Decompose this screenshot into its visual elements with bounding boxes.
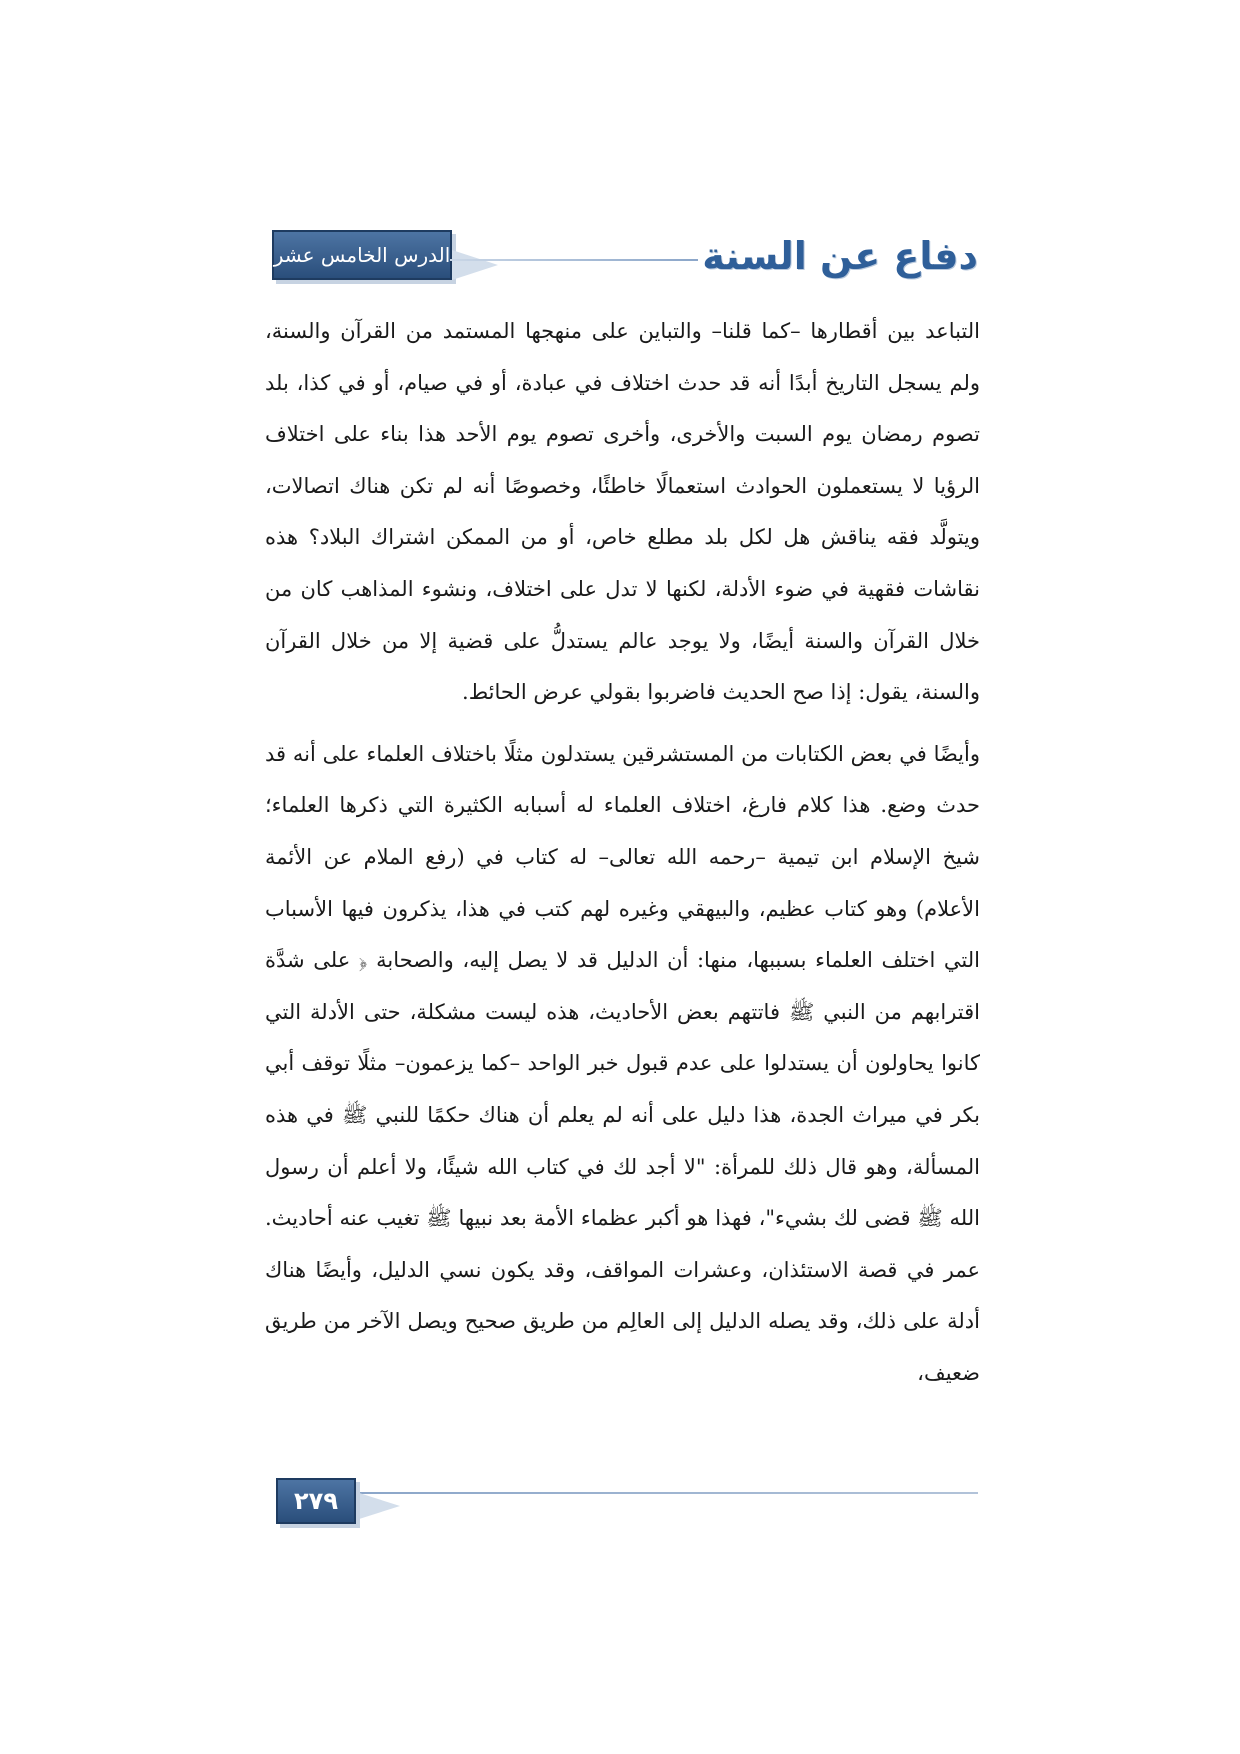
page-number: ٢٧٩ xyxy=(294,1487,338,1515)
header-decoration xyxy=(452,250,498,280)
page-number-badge xyxy=(276,1478,356,1524)
footer-divider xyxy=(356,1492,978,1494)
paragraph-1: التباعد بين أقطارها –كما قلنا– والتباين على منهجها المستمد من القرآن والسنة، ولم يسجل التاريخ أبدًا أنه قد حدث اختلاف في عبادة، أو في صيام، أو في كذا، بلد تصوم رمضان يوم السبت والأخرى، وأخرى تصوم يوم الأحد هذا بناء على اختلاف الرؤيا لا يستعملون الحوادث استعمالًا خاطئًا، وخصوصًا أنه لم تكن هناك اتصالات، ويتولَّد فقه يناقش هل لكل بلد مطلع خاص، أو من الممكن اشتراك البلاد؟ هذه نقاشات فقهية في ضوء الأدلة، لكنها لا تدل على اختلاف، ونشوء المذاهب كان من خلال القرآن والسنة أيضًا، ولا يوجد عالم يستدلُّ على قضية إلا من خلال القرآن والسنة، يقول: إذا صح الحديث فاضربوا بقولي عرض الحائط. xyxy=(265,319,980,705)
page-body xyxy=(265,306,980,1399)
book-title: دفاع عن السنة xyxy=(702,234,978,278)
lesson-label: الدرس الخامس عشر xyxy=(273,243,451,267)
lesson-badge xyxy=(272,230,452,280)
page-footer xyxy=(272,1478,978,1538)
footer-decoration xyxy=(356,1492,400,1520)
page-header xyxy=(272,228,978,292)
header-divider xyxy=(450,259,698,261)
paragraph-2: وأيضًا في بعض الكتابات من المستشرقين يستدلون مثلًا باختلاف العلماء على أنه قد حدث وضع. هذا كلام فارغ، اختلاف العلماء له أسبابه الكثيرة التي ذكرها العلماء؛ شيخ الإسلام ابن تيمية –رحمه الله تعالى– له كتاب في (رفع الملام عن الأئمة الأعلام) وهو كتاب عظيم، والبيهقي وغيره لهم كتب في هذا، يذكرون فيها الأسباب التي اختلف العلماء بسببها، منها: أن الدليل قد لا يصل إليه، والصحابة ﴿ على شدَّة اقترابهم من النبي ﷺ فاتتهم بعض الأحاديث، هذه ليست مشكلة، حتى الأدلة التي كانوا يحاولون أن يستدلوا على عدم قبول خبر الواحد –كما يزعمون– مثلًا توقف أبي بكر في ميراث الجدة، هذا دليل على أنه لم يعلم أن هناك حكمًا للنبي ﷺ في هذه المسألة، وهو قال ذلك للمرأة: "لا أجد لك في كتاب الله شيئًا، ولا أعلم أن رسول الله ﷺ قضى لك بشيء"، فهذا هو أكبر عظماء الأمة بعد نبيها ﷺ تغيب عنه أحاديث. عمر في قصة الاستئذان، وعشرات المواقف، وقد يكون نسي الدليل، وأيضًا هناك أدلة على ذلك، وقد يصله الدليل إلى العالِم من طريق صحيح ويصل الآخر من طريق ضعيف، xyxy=(265,741,980,1385)
